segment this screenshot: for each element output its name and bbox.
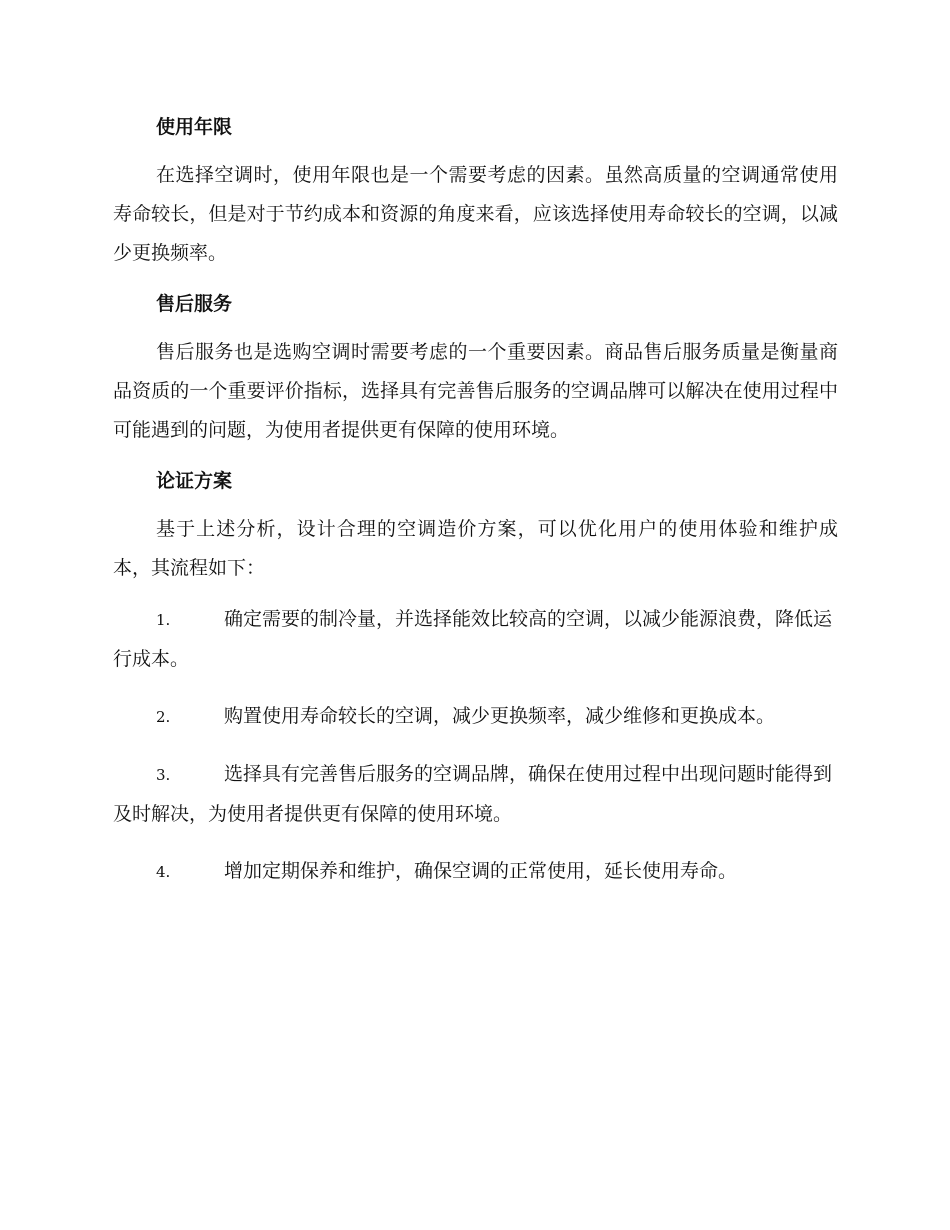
list-item-number: 1. — [156, 611, 171, 629]
paragraph-service-life: 在选择空调时，使用年限也是一个需要考虑的因素。虽然高质量的空调通常使用寿命较长，但是对于节约成本和资源的角度来看，应该选择使用寿命较长的空调，以减少更换频率。 — [113, 164, 838, 264]
section-heading-service-life: 使用年限 — [156, 116, 233, 138]
list-item-number: 2. — [156, 708, 171, 726]
list-item-text: 增加定期保养和维护，确保空调的正常使用，延长使用寿命。 — [224, 860, 738, 882]
section-heading-after-sales: 售后服务 — [156, 293, 233, 315]
list-item-text: 确定需要的制冷量，并选择能效比较高的空调，以减少能源浪费，降低运行成本。 — [113, 608, 833, 670]
list-item-text: 购置使用寿命较长的空调，减少更换频率，减少维修和更换成本。 — [224, 705, 776, 727]
list-item — [113, 697, 838, 737]
list-item-number: 3. — [156, 766, 171, 784]
list-item-number: 4. — [156, 863, 171, 881]
list-item — [113, 600, 838, 679]
paragraph-proposal: 基于上述分析，设计合理的空调造价方案，可以优化用户的使用体验和维护成本，其流程如下： — [113, 518, 838, 579]
section-heading-proposal: 论证方案 — [156, 470, 233, 492]
list-item — [113, 852, 838, 892]
list-item — [113, 755, 838, 834]
paragraph-after-sales: 售后服务也是选购空调时需要考虑的一个重要因素。商品售后服务质量是衡量商品资质的一个重要评价指标，选择具有完善售后服务的空调品牌可以解决在使用过程中可能遇到的问题，为使用者提供更有保障的使用环境。 — [113, 341, 838, 441]
proposal-step-list — [113, 600, 838, 892]
list-item-text: 选择具有完善售后服务的空调品牌，确保在使用过程中出现问题时能得到及时解决，为使用者提供更有保障的使用环境。 — [113, 763, 833, 825]
document-body — [113, 108, 838, 910]
